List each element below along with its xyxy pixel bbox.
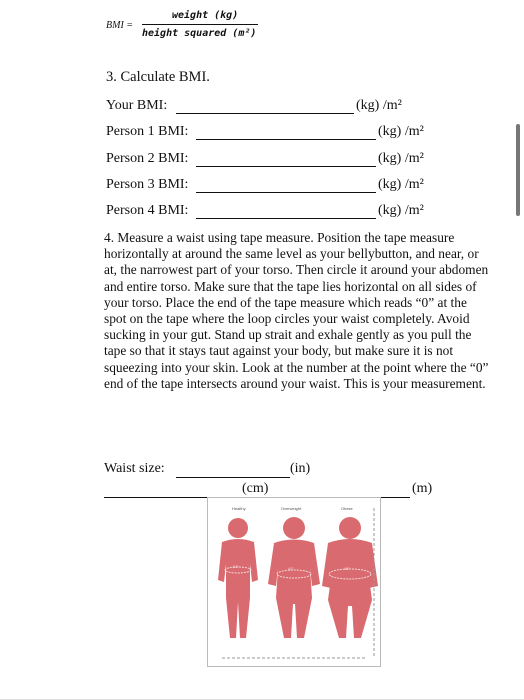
bmi-row-unit: (kg) /m² xyxy=(378,124,424,139)
waist-label-obese: 45" xyxy=(344,566,350,571)
unit-meters: (m) xyxy=(412,481,433,496)
formula-lhs: BMI = xyxy=(106,20,134,31)
formula-denominator: height squared (m²) xyxy=(142,28,257,39)
category-label: Healthy xyxy=(232,506,246,511)
bmi-row-person-3 xyxy=(106,177,446,195)
obese-silhouette xyxy=(322,517,378,638)
body-silhouettes xyxy=(208,498,380,666)
bmi-row-person-4 xyxy=(106,203,446,221)
overweight-silhouette xyxy=(268,517,320,638)
bmi-row-person-2 xyxy=(106,151,446,169)
bmi-row-unit: (kg) /m² xyxy=(378,177,424,192)
bmi-row-label: Your BMI: xyxy=(106,98,168,113)
waist-label-healthy: 33" xyxy=(233,564,239,569)
category-label: Obese xyxy=(341,506,353,511)
waist-comparison-figure xyxy=(207,497,381,667)
bmi-row-label: Person 4 BMI: xyxy=(106,203,189,218)
answer-blank[interactable] xyxy=(196,139,376,140)
category-label: Overweight xyxy=(281,506,302,511)
waist-size-row xyxy=(104,461,424,479)
bmi-row-label: Person 2 BMI: xyxy=(106,151,189,166)
answer-blank[interactable] xyxy=(196,192,376,193)
bmi-row-unit: (kg) /m² xyxy=(356,98,402,113)
bmi-row-label: Person 3 BMI: xyxy=(106,177,189,192)
answer-blank[interactable] xyxy=(196,218,376,219)
bmi-row-unit: (kg) /m² xyxy=(378,203,424,218)
unit-centimeters: (cm) xyxy=(242,481,269,496)
bmi-row-person-1 xyxy=(106,124,446,142)
waist-in-blank[interactable] xyxy=(176,477,290,478)
unit-inches: (in) xyxy=(290,461,311,476)
healthy-silhouette xyxy=(218,518,258,638)
question-4-text: 4. Measure a waist using tape measure. Position the tape measure horizontally at around the same level as your bellybutton, and near, or at, the narrowest part of your torso. Then circle it around your abdomen and entire torso. Make sure that the tape lies horizontal on all sides of your torso. Place the end of the tape measure which reads “0” at the spot on the tape where the loop circles your waist completely. Avoid sucking in your gut. Stand up strait and exhale gently as you pull the tape so that it stays taut against your body, but make sure it is not squeezing into your skin. Look at the number at the point where the “0” end of the tape intersects around your waist. This is your measurement. xyxy=(104,230,489,391)
question-3-title: 3. Calculate BMI. xyxy=(106,69,210,85)
bmi-row-unit: (kg) /m² xyxy=(378,151,424,166)
bmi-row-your xyxy=(106,98,446,116)
waist-label-overweight: 40" xyxy=(288,566,294,571)
scrollbar-thumb[interactable] xyxy=(516,124,520,216)
answer-blank[interactable] xyxy=(176,113,354,114)
formula-numerator: weight (kg) xyxy=(172,10,239,21)
fraction-bar xyxy=(142,24,258,25)
bmi-row-label: Person 1 BMI: xyxy=(106,124,189,139)
answer-blank[interactable] xyxy=(196,166,376,167)
waist-size-label: Waist size: xyxy=(104,461,165,476)
